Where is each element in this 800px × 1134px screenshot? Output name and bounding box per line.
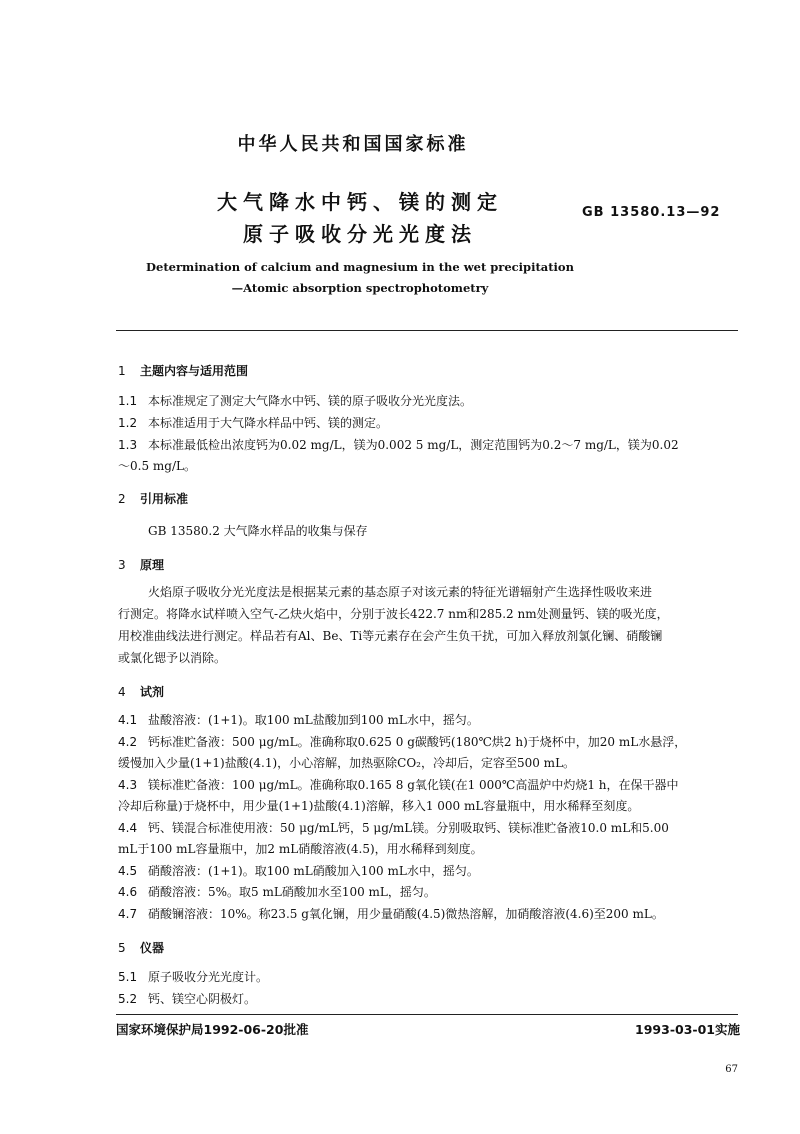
clause-number: 4.1 bbox=[118, 713, 138, 727]
clause-number: 1.3 bbox=[118, 438, 138, 452]
principle-line-1: 火焰原子吸收分光光度法是根据某元素的基态原子对该元素的特征光谱辐射产生选择性吸收来进 bbox=[148, 585, 653, 599]
document-title-line1: 大气降水中钙、镁的测定 bbox=[217, 190, 503, 214]
footer-divider bbox=[116, 1014, 738, 1015]
clause-number: 4.4 bbox=[118, 821, 138, 835]
clause-number: 5.1 bbox=[118, 970, 138, 984]
clause-text: 原子吸收分光光度计。 bbox=[148, 970, 269, 984]
clause-5-2 bbox=[118, 989, 742, 1010]
principle-line-3: 用校准曲线法进行测定。样品若有Al、Be、Ti等元素存在会产生负干扰，可加入释放剂氯化镧、硝酸镧 bbox=[118, 629, 663, 643]
clause-4-1 bbox=[118, 710, 742, 731]
clause-text: 本标准适用于大气降水样品中钙、镁的测定。 bbox=[148, 416, 389, 430]
clause-text: 钙、镁空心阴极灯。 bbox=[148, 992, 257, 1006]
section-2-heading bbox=[118, 490, 188, 507]
clause-text: 本标准规定了测定大气降水中钙、镁的原子吸收分光光度法。 bbox=[148, 394, 473, 408]
clause-number: 1.2 bbox=[118, 416, 138, 430]
clause-text: 本标准最低检出浓度钙为0.02 mg/L，镁为0.002 5 mg/L，测定范围钙为0.2～7 mg/L，镁为0.02 bbox=[148, 438, 679, 452]
section-title: 主题内容与适用范围 bbox=[140, 364, 249, 378]
national-standard-heading: 中华人民共和国国家标准 bbox=[237, 134, 469, 155]
section-number: 3 bbox=[118, 558, 126, 572]
principle-line-4: 或氯化锶予以消除。 bbox=[118, 651, 227, 665]
clause-number: 4.6 bbox=[118, 885, 138, 899]
clause-number: 4.3 bbox=[118, 778, 138, 792]
clause-1-3 bbox=[118, 435, 742, 456]
principle-line-2: 行测定。将降水试样喷入空气-乙炔火焰中，分别于波长422.7 nm和285.2 nm处测量钙、镁的吸光度， bbox=[118, 607, 669, 621]
clause-number: 4.2 bbox=[118, 735, 138, 749]
clause-text: 镁标准贮备液：100 μg/mL。准确称取0.165 8 g氧化镁(在1 000℃高温炉中灼烧1 h，在保干器中 bbox=[148, 778, 679, 792]
section-number: 2 bbox=[118, 492, 126, 506]
section-title: 引用标准 bbox=[140, 492, 189, 506]
clause-text: 硝酸镧溶液：10%。称23.5 g氧化镧，用少量硝酸(4.5)微热溶解，加硝酸溶液(4.6)至200 mL。 bbox=[148, 907, 664, 921]
clause-text: 盐酸溶液：(1+1)。取100 mL盐酸加到100 mL水中，摇匀。 bbox=[148, 713, 479, 727]
english-title-line2: —Atomic absorption spectrophotometry bbox=[231, 281, 489, 295]
section-number: 1 bbox=[118, 364, 126, 378]
clause-4-7 bbox=[118, 904, 742, 925]
clause-4-5 bbox=[118, 861, 742, 882]
section-number: 4 bbox=[118, 685, 126, 699]
approval-date: 国家环境保护局1992-06-20批准 bbox=[116, 1022, 309, 1037]
gb-standard-code: GB 13580.13—92 bbox=[582, 205, 721, 220]
section-title: 原理 bbox=[140, 558, 165, 572]
clause-1-2 bbox=[118, 413, 742, 434]
clause-text: 钙标准贮备液：500 μg/mL。准确称取0.625 0 g碳酸钙(180℃烘2 h)于烧杯中，加20 mL水悬浮， bbox=[148, 735, 687, 749]
section-5-heading bbox=[118, 939, 164, 956]
section-1-heading bbox=[118, 362, 248, 379]
implementation-date: 1993-03-01实施 bbox=[635, 1022, 740, 1037]
clause-number: 1.1 bbox=[118, 394, 138, 408]
clause-4-3 bbox=[118, 775, 742, 796]
section-number: 5 bbox=[118, 941, 126, 955]
clause-1-3-continuation: ～0.5 mg/L。 bbox=[118, 459, 196, 473]
section-title: 试剂 bbox=[140, 685, 165, 699]
header-divider bbox=[116, 330, 738, 331]
section-3-heading bbox=[118, 556, 164, 573]
clause-4-2 bbox=[118, 732, 742, 753]
clause-text: 硝酸溶液：(1+1)。取100 mL硝酸加入100 mL水中，摇匀。 bbox=[148, 864, 479, 878]
section-4-heading bbox=[118, 683, 164, 700]
document-title-line2: 原子吸收分光光度法 bbox=[243, 222, 477, 246]
clause-4-4-continuation: mL于100 mL容量瓶中，加2 mL硝酸溶液(4.5)，用水稀释到刻度。 bbox=[118, 842, 483, 856]
clause-text: 钙、镁混合标准使用液：50 μg/mL钙，5 μg/mL镁。分别吸取钙、镁标准贮备液10.0 mL和5.00 bbox=[148, 821, 669, 835]
clause-number: 4.7 bbox=[118, 907, 138, 921]
referenced-standard: GB 13580.2 大气降水样品的收集与保存 bbox=[148, 524, 368, 538]
clause-5-1 bbox=[118, 967, 742, 988]
page-number: 67 bbox=[725, 1064, 738, 1075]
clause-number: 5.2 bbox=[118, 992, 138, 1006]
clause-4-4 bbox=[118, 818, 742, 839]
clause-4-2-continuation: 缓慢加入少量(1+1)盐酸(4.1)，小心溶解，加热驱除CO₂，冷却后，定容至500 mL。 bbox=[118, 756, 576, 770]
clause-text: 硝酸溶液：5%。取5 mL硝酸加水至100 mL，摇匀。 bbox=[148, 885, 436, 899]
section-title: 仪器 bbox=[140, 941, 165, 955]
english-title-line1: Determination of calcium and magnesium in the wet precipitation bbox=[146, 260, 574, 274]
clause-4-6 bbox=[118, 882, 742, 903]
clause-4-3-continuation: 冷却后称量)于烧杯中，用少量(1+1)盐酸(4.1)溶解，移入1 000 mL容量瓶中，用水稀释至刻度。 bbox=[118, 799, 640, 813]
clause-1-1 bbox=[118, 391, 742, 412]
clause-number: 4.5 bbox=[118, 864, 138, 878]
